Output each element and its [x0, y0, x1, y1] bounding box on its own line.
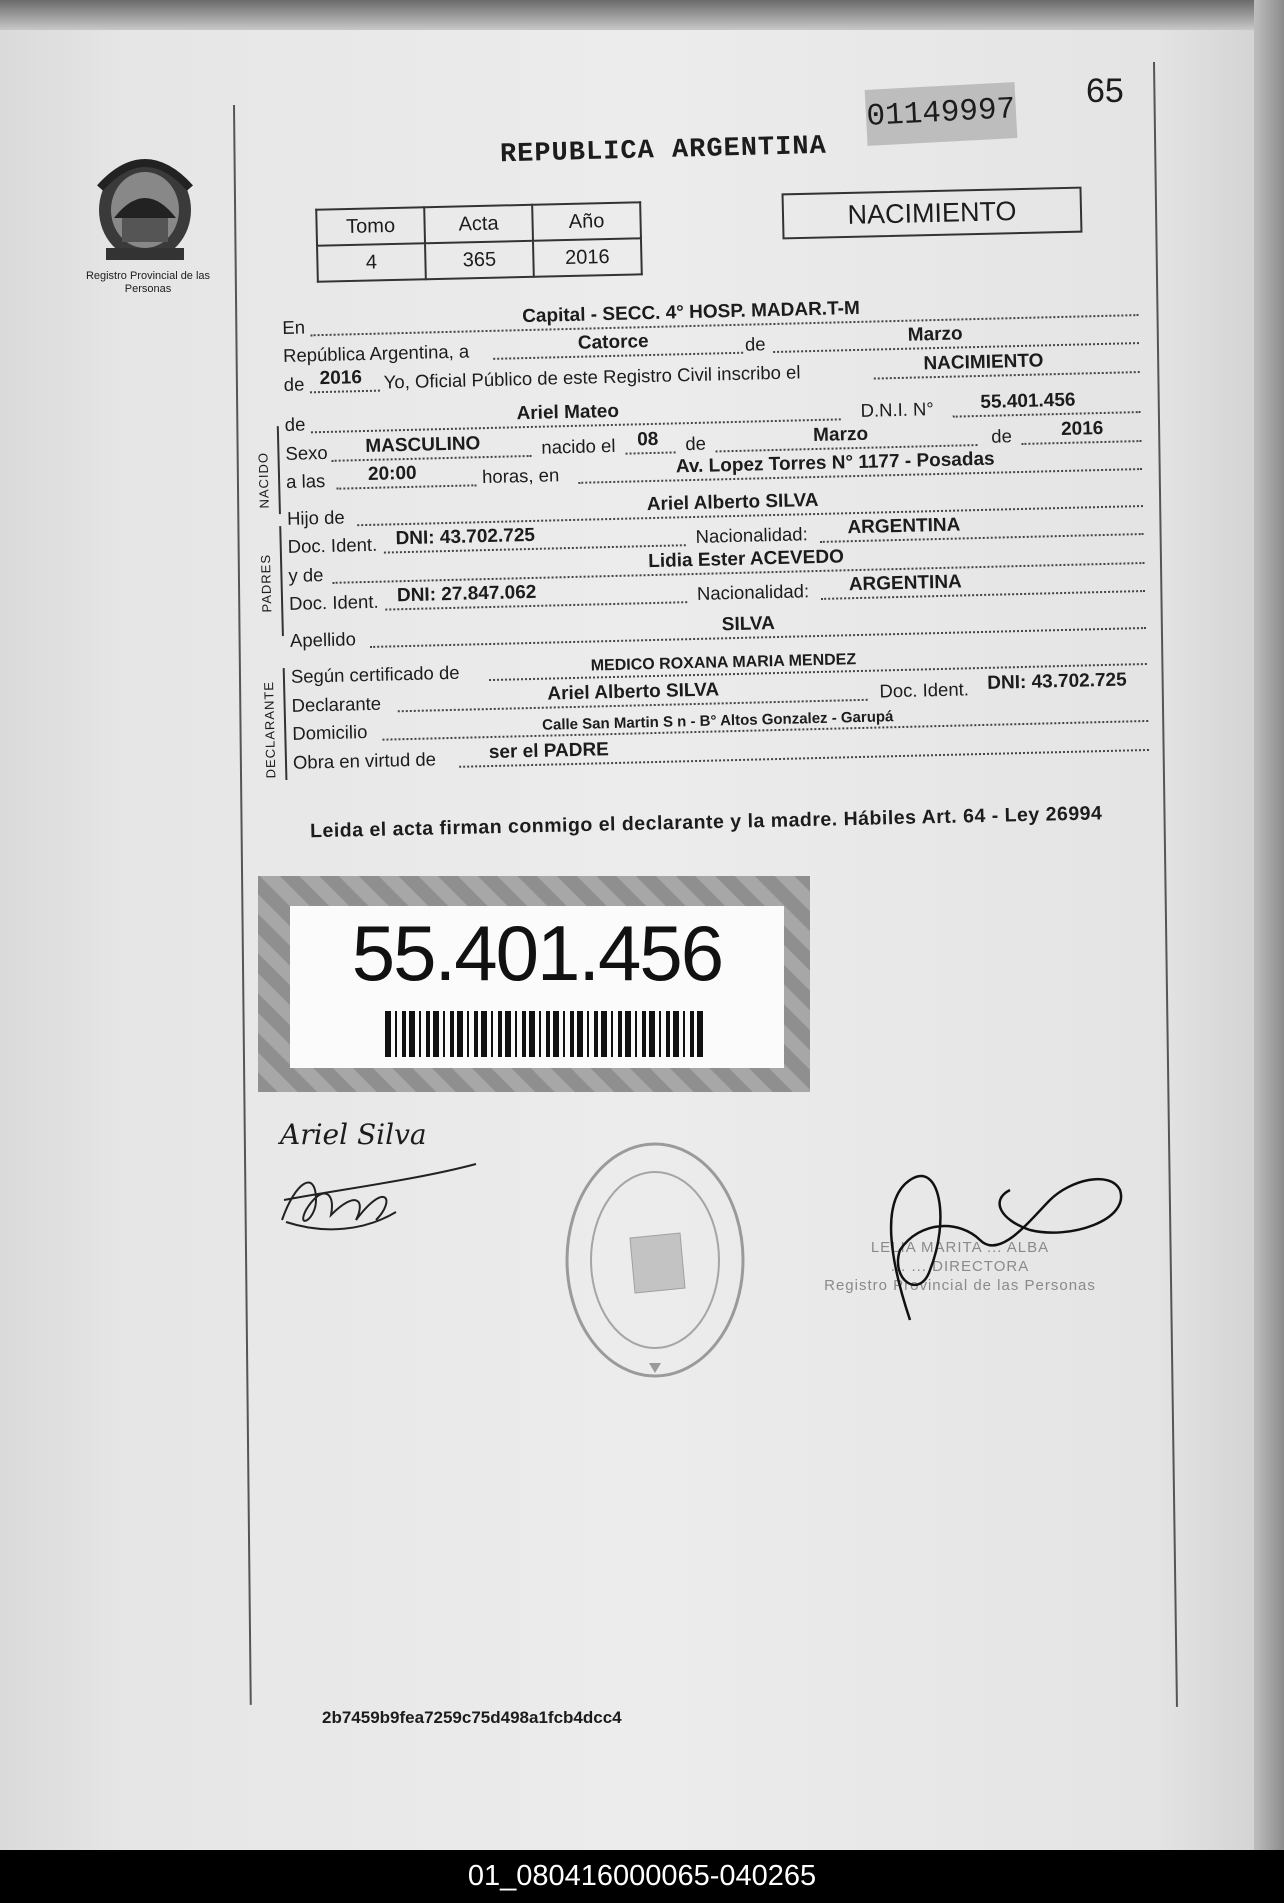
mother-nat: ARGENTINA [848, 571, 963, 596]
officer-text: Yo, Oficial Público de este Registro Civil inscribo el [383, 360, 801, 393]
page-number: 65 [1086, 72, 1124, 110]
decl-doc-label: Doc. Ident. [879, 677, 970, 702]
de3-label: de [685, 432, 707, 454]
child-name: Ariel Mateo [516, 400, 620, 425]
en-label: En [282, 315, 306, 338]
birth-record-form [255, 291, 1151, 779]
mother-name: Lidia Ester ACEVEDO [647, 545, 845, 572]
officer-signature [850, 1160, 1130, 1330]
doc2-label: Doc. Ident. [288, 590, 379, 614]
de-label: de [744, 333, 766, 355]
declarante-signature [276, 1160, 486, 1240]
sexo-label: Sexo [285, 441, 328, 464]
padres-section-bar [279, 526, 284, 636]
document-hash: 2b7459b9fea7259c75d498a1fcb4dcc4 [322, 1708, 622, 1727]
anio-value: 2016 [533, 238, 642, 276]
acta-value: 365 [425, 241, 534, 279]
stamp-line-3: Registro Provincial de las Personas [824, 1277, 1096, 1294]
nac-label: Nacionalidad: [695, 523, 808, 547]
anio-header: Año [532, 202, 641, 240]
day-value: Catorce [577, 331, 649, 354]
month-value: Marzo [907, 323, 963, 346]
declarante-section-label: DECLARANTE [261, 680, 279, 779]
birth-time: 20:00 [367, 462, 417, 485]
place-value: Capital - SECC. 4° HOSP. MADAR.T-M [521, 297, 861, 327]
yde-label: y de [288, 563, 324, 586]
decl-value: Ariel Alberto SILVA [547, 678, 720, 705]
tomo-header: Tomo [316, 207, 425, 245]
nacido-label: nacido el [541, 434, 616, 458]
declarante-section-bar [283, 668, 288, 780]
acta-header: Acta [424, 205, 533, 243]
obra-label: Obra en virtud de [292, 747, 437, 773]
father-nat: ARGENTINA [847, 514, 961, 539]
birth-place: Av. Lopez Torres N° 1177 - Posadas [675, 448, 995, 478]
year-value: 2016 [319, 366, 363, 389]
cert-label: Según certificado de [290, 661, 460, 687]
logo-caption: Registro Provincial de las Personas [85, 270, 211, 295]
left-frame-line [233, 105, 252, 1705]
page-title: REPUBLICA ARGENTINA [499, 131, 828, 171]
hijo-label: Hijo de [286, 506, 345, 529]
nac2-label: Nacionalidad: [696, 580, 810, 604]
handwritten-signature-text: Ariel Silva [280, 1118, 427, 1151]
scan-top-edge [0, 0, 1284, 30]
mother-doc: DNI: 27.847.062 [396, 581, 537, 607]
child-dni: 55.401.456 [980, 389, 1076, 413]
nac-de-label: de [284, 413, 306, 435]
barcode [385, 1011, 705, 1057]
father-name: Ariel Alberto SILVA [646, 489, 819, 515]
sexo-value: MASCULINO [365, 432, 481, 457]
nacido-section-bar [277, 426, 281, 514]
tomo-value: 4 [317, 243, 426, 281]
alas-label: a las [285, 469, 326, 492]
registry-table [315, 201, 643, 282]
apellido-value: SILVA [721, 612, 776, 635]
official-seal [560, 1138, 750, 1383]
decl-label: Declarante [291, 692, 382, 716]
event-value: NACIMIENTO [923, 349, 1044, 374]
apellido-label: Apellido [289, 627, 357, 651]
closing-note: Leida el acta firman conmigo el declarante y la madre. Hábiles Art. 64 - Ley 26994 [309, 802, 1103, 843]
stamp-line-2: ... ... DIRECTORA [890, 1258, 1030, 1275]
province-crest-icon [92, 148, 198, 270]
birth-year: 2016 [1060, 417, 1104, 440]
right-frame-line [1153, 62, 1178, 1707]
horas-label: horas, en [481, 464, 560, 488]
de2-label: de [283, 372, 305, 395]
nacido-section-label: NACIDO [255, 451, 272, 509]
obra-value: ser el PADRE [488, 738, 610, 763]
scan-filename-footer: 01_080416000065-040265 [0, 1850, 1284, 1903]
stamp-line-1: LELIA MARITA ... ALBA [870, 1239, 1050, 1256]
cert-value: MEDICO ROXANA MARIA MENDEZ [590, 651, 857, 675]
father-doc: DNI: 43.702.725 [395, 524, 536, 550]
doc-label: Doc. Ident. [287, 533, 378, 557]
birth-day: 08 [636, 428, 659, 450]
dni-label: D.N.I. N° [860, 398, 934, 421]
rep-label: República Argentina, a [282, 340, 470, 366]
decl-doc: DNI: 43.702.725 [987, 668, 1127, 694]
birth-month: Marzo [812, 423, 869, 446]
scan-right-edge [1254, 0, 1284, 1850]
dni-sticker [258, 876, 810, 1092]
padres-section-label: PADRES [257, 553, 275, 613]
dom-value: Calle San Martin S n - B° Altos Gonzalez - Garupá [541, 708, 894, 734]
doc-type-box: NACIMIENTO [782, 187, 1083, 240]
serial-number: 01149997 [865, 82, 1018, 146]
de4-label: de [990, 424, 1013, 447]
sticker-number: 55.401.456 [351, 909, 723, 997]
dom-label: Domicilio [292, 721, 368, 744]
